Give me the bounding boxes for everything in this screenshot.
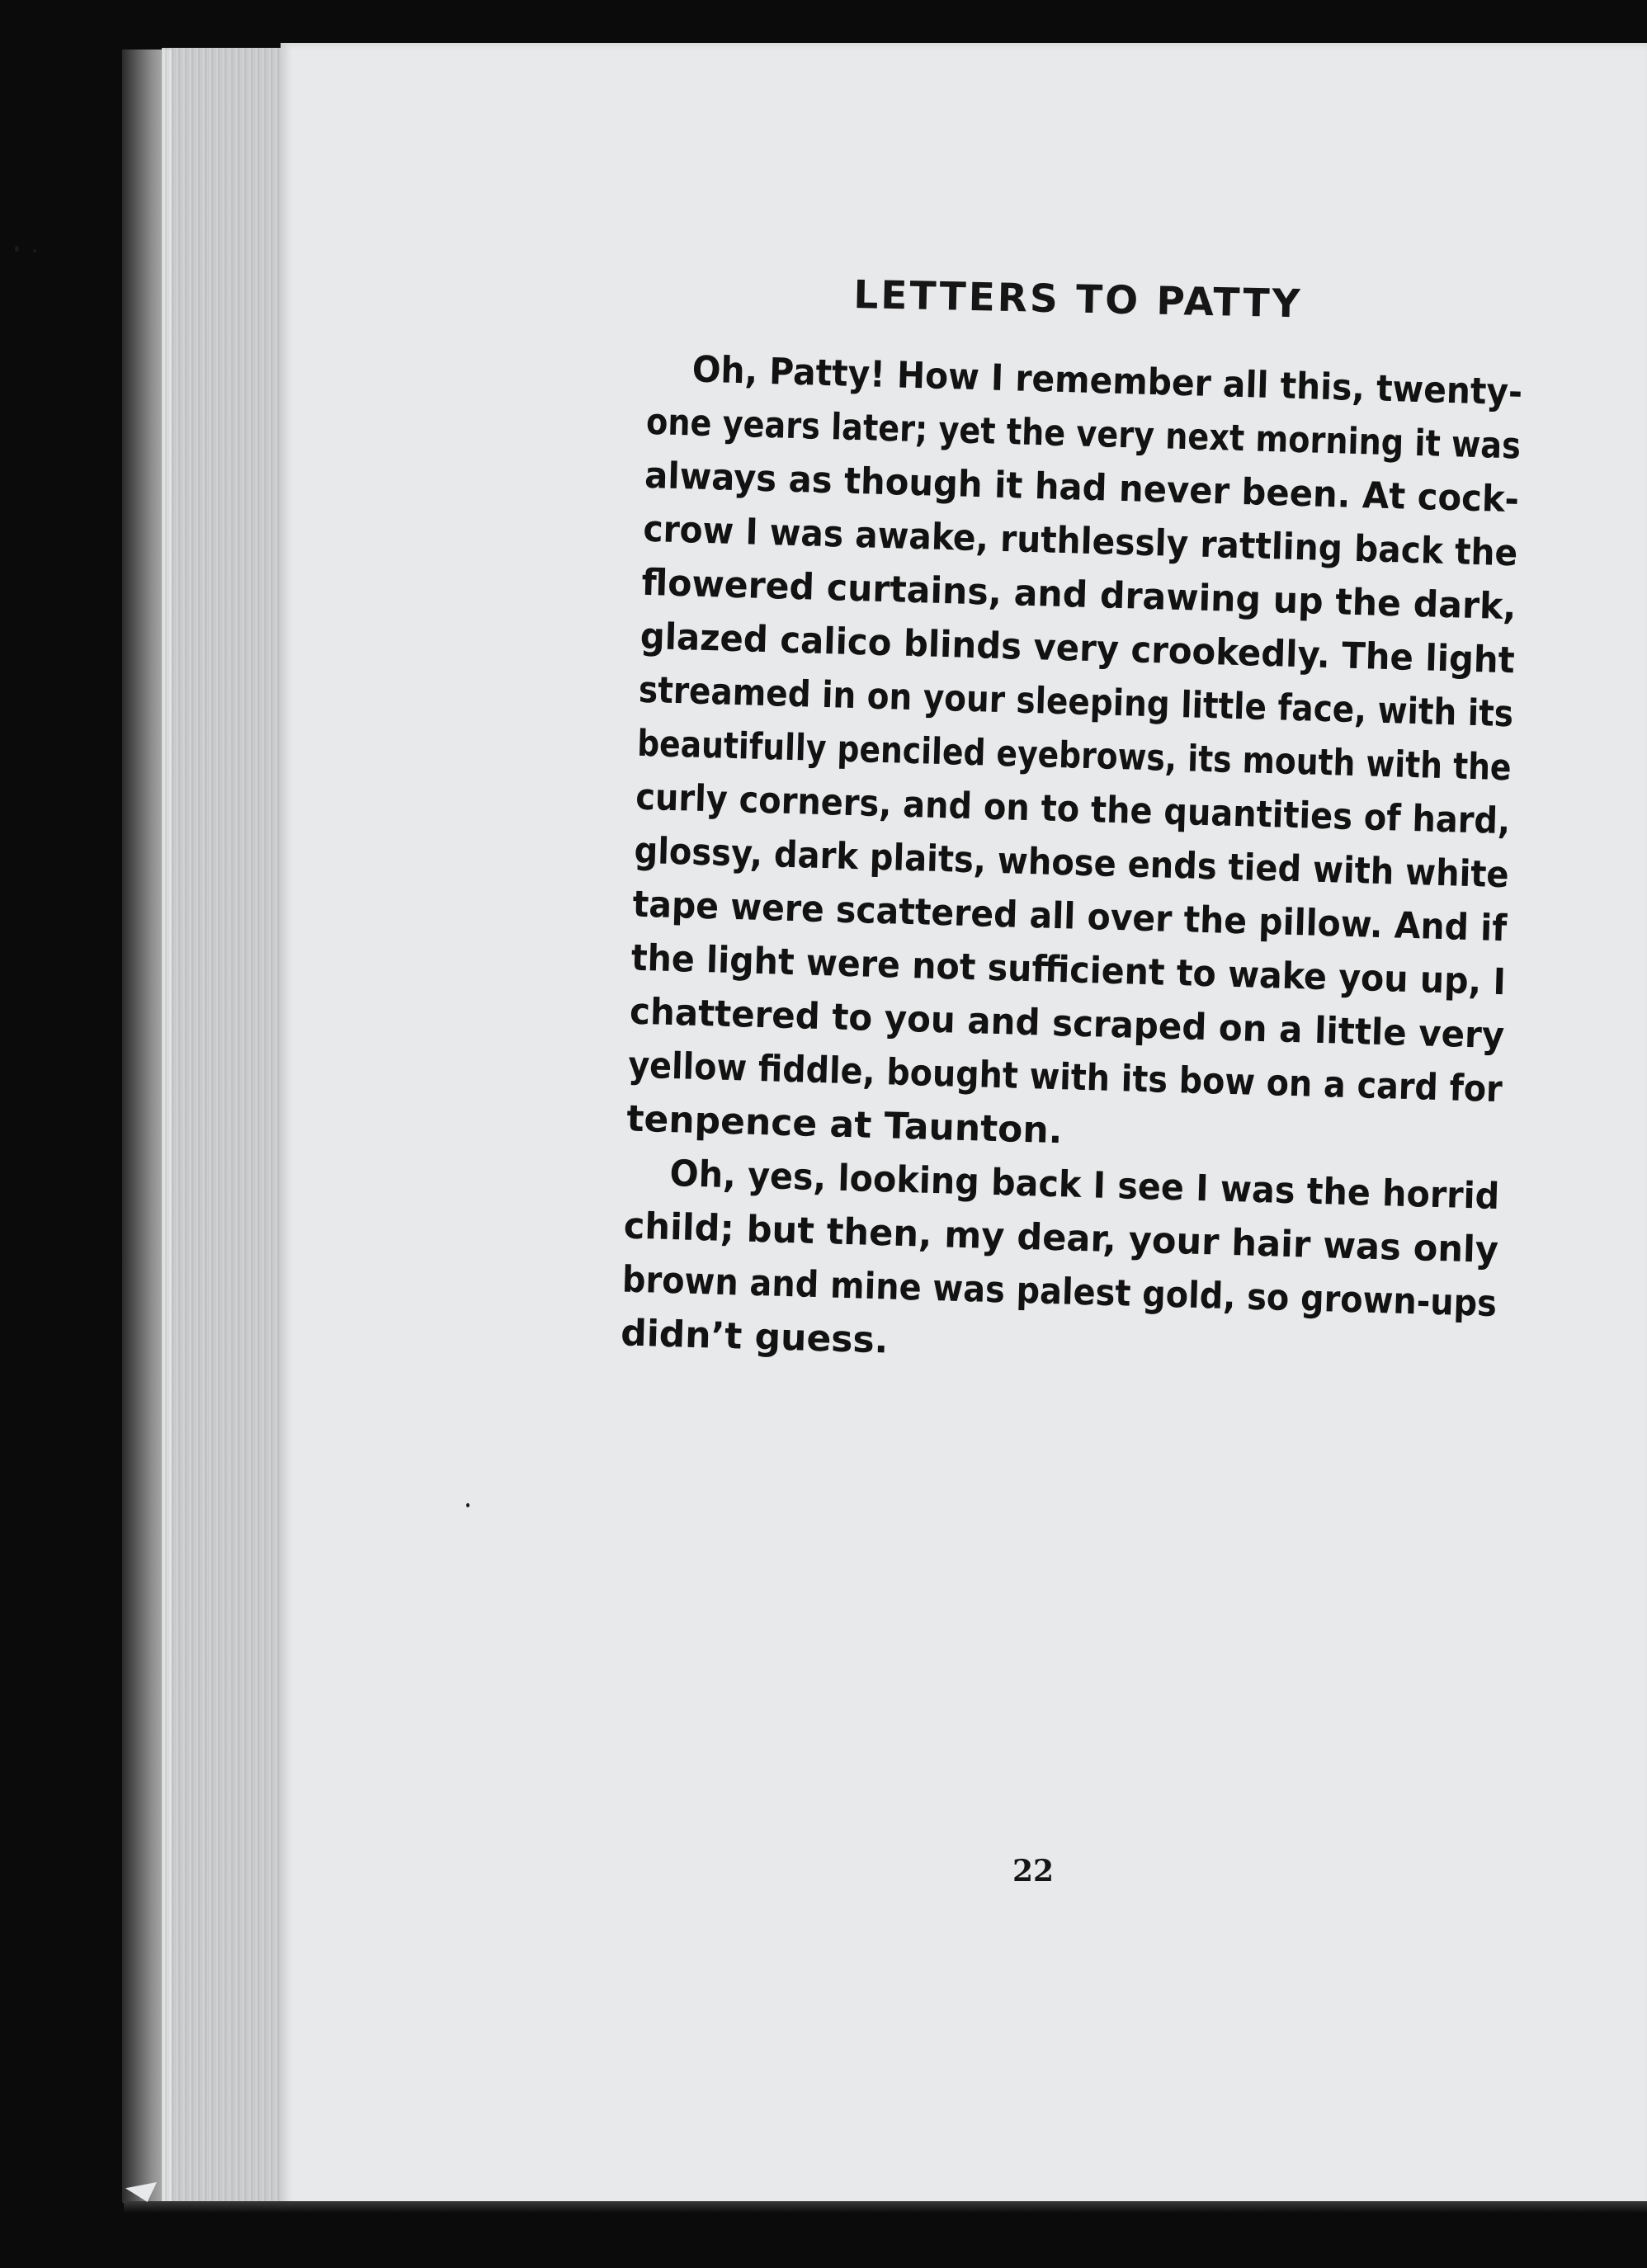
text-line: always as though it had never been. At cock- [644, 454, 1520, 521]
text-line: beautifully penciled eyebrows, its mouth with the [636, 722, 1513, 790]
text-line: streamed in on your sleeping little face, with its [638, 668, 1514, 736]
text-line: tenpence at Taunton. [625, 1097, 1064, 1153]
text-line: the light were not sufficient to wake you up, I [630, 936, 1507, 1004]
running-head: LETTERS TO PATTY [852, 272, 1304, 328]
text-line: flowered curtains, and drawing up the dark, [640, 561, 1517, 629]
text-line: Oh, Patty! How I remember all this, twenty- [691, 348, 1523, 414]
text-line: glossy, dark plaits, whose ends tied with white [633, 829, 1510, 897]
text-line: tape were scattered all over the pillow. And if [632, 883, 1508, 950]
text-line: one years later; yet the very next morning it was [645, 400, 1522, 468]
text-line: yellow fiddle, bought with its bow on a card for [627, 1044, 1503, 1111]
text-line: glazed calico blinds very crookedly. The light [639, 615, 1516, 682]
text-line: crow I was awake, ruthlessly rattling back the [642, 507, 1518, 575]
text-line: didn’t guess. [620, 1312, 890, 1362]
text-line: chattered to you and scraped on a little very [629, 990, 1505, 1058]
text-line: Oh, yes, looking back I see I was the horrid [668, 1153, 1500, 1219]
text-line: brown and mine was palest gold, so grown-ups [621, 1258, 1498, 1326]
text-line: child; but then, my dear, your hair was only [623, 1205, 1499, 1272]
text-line: curly corners, and on to the quantities of hard, [635, 776, 1511, 843]
page-number: 22 [1012, 1854, 1055, 1888]
